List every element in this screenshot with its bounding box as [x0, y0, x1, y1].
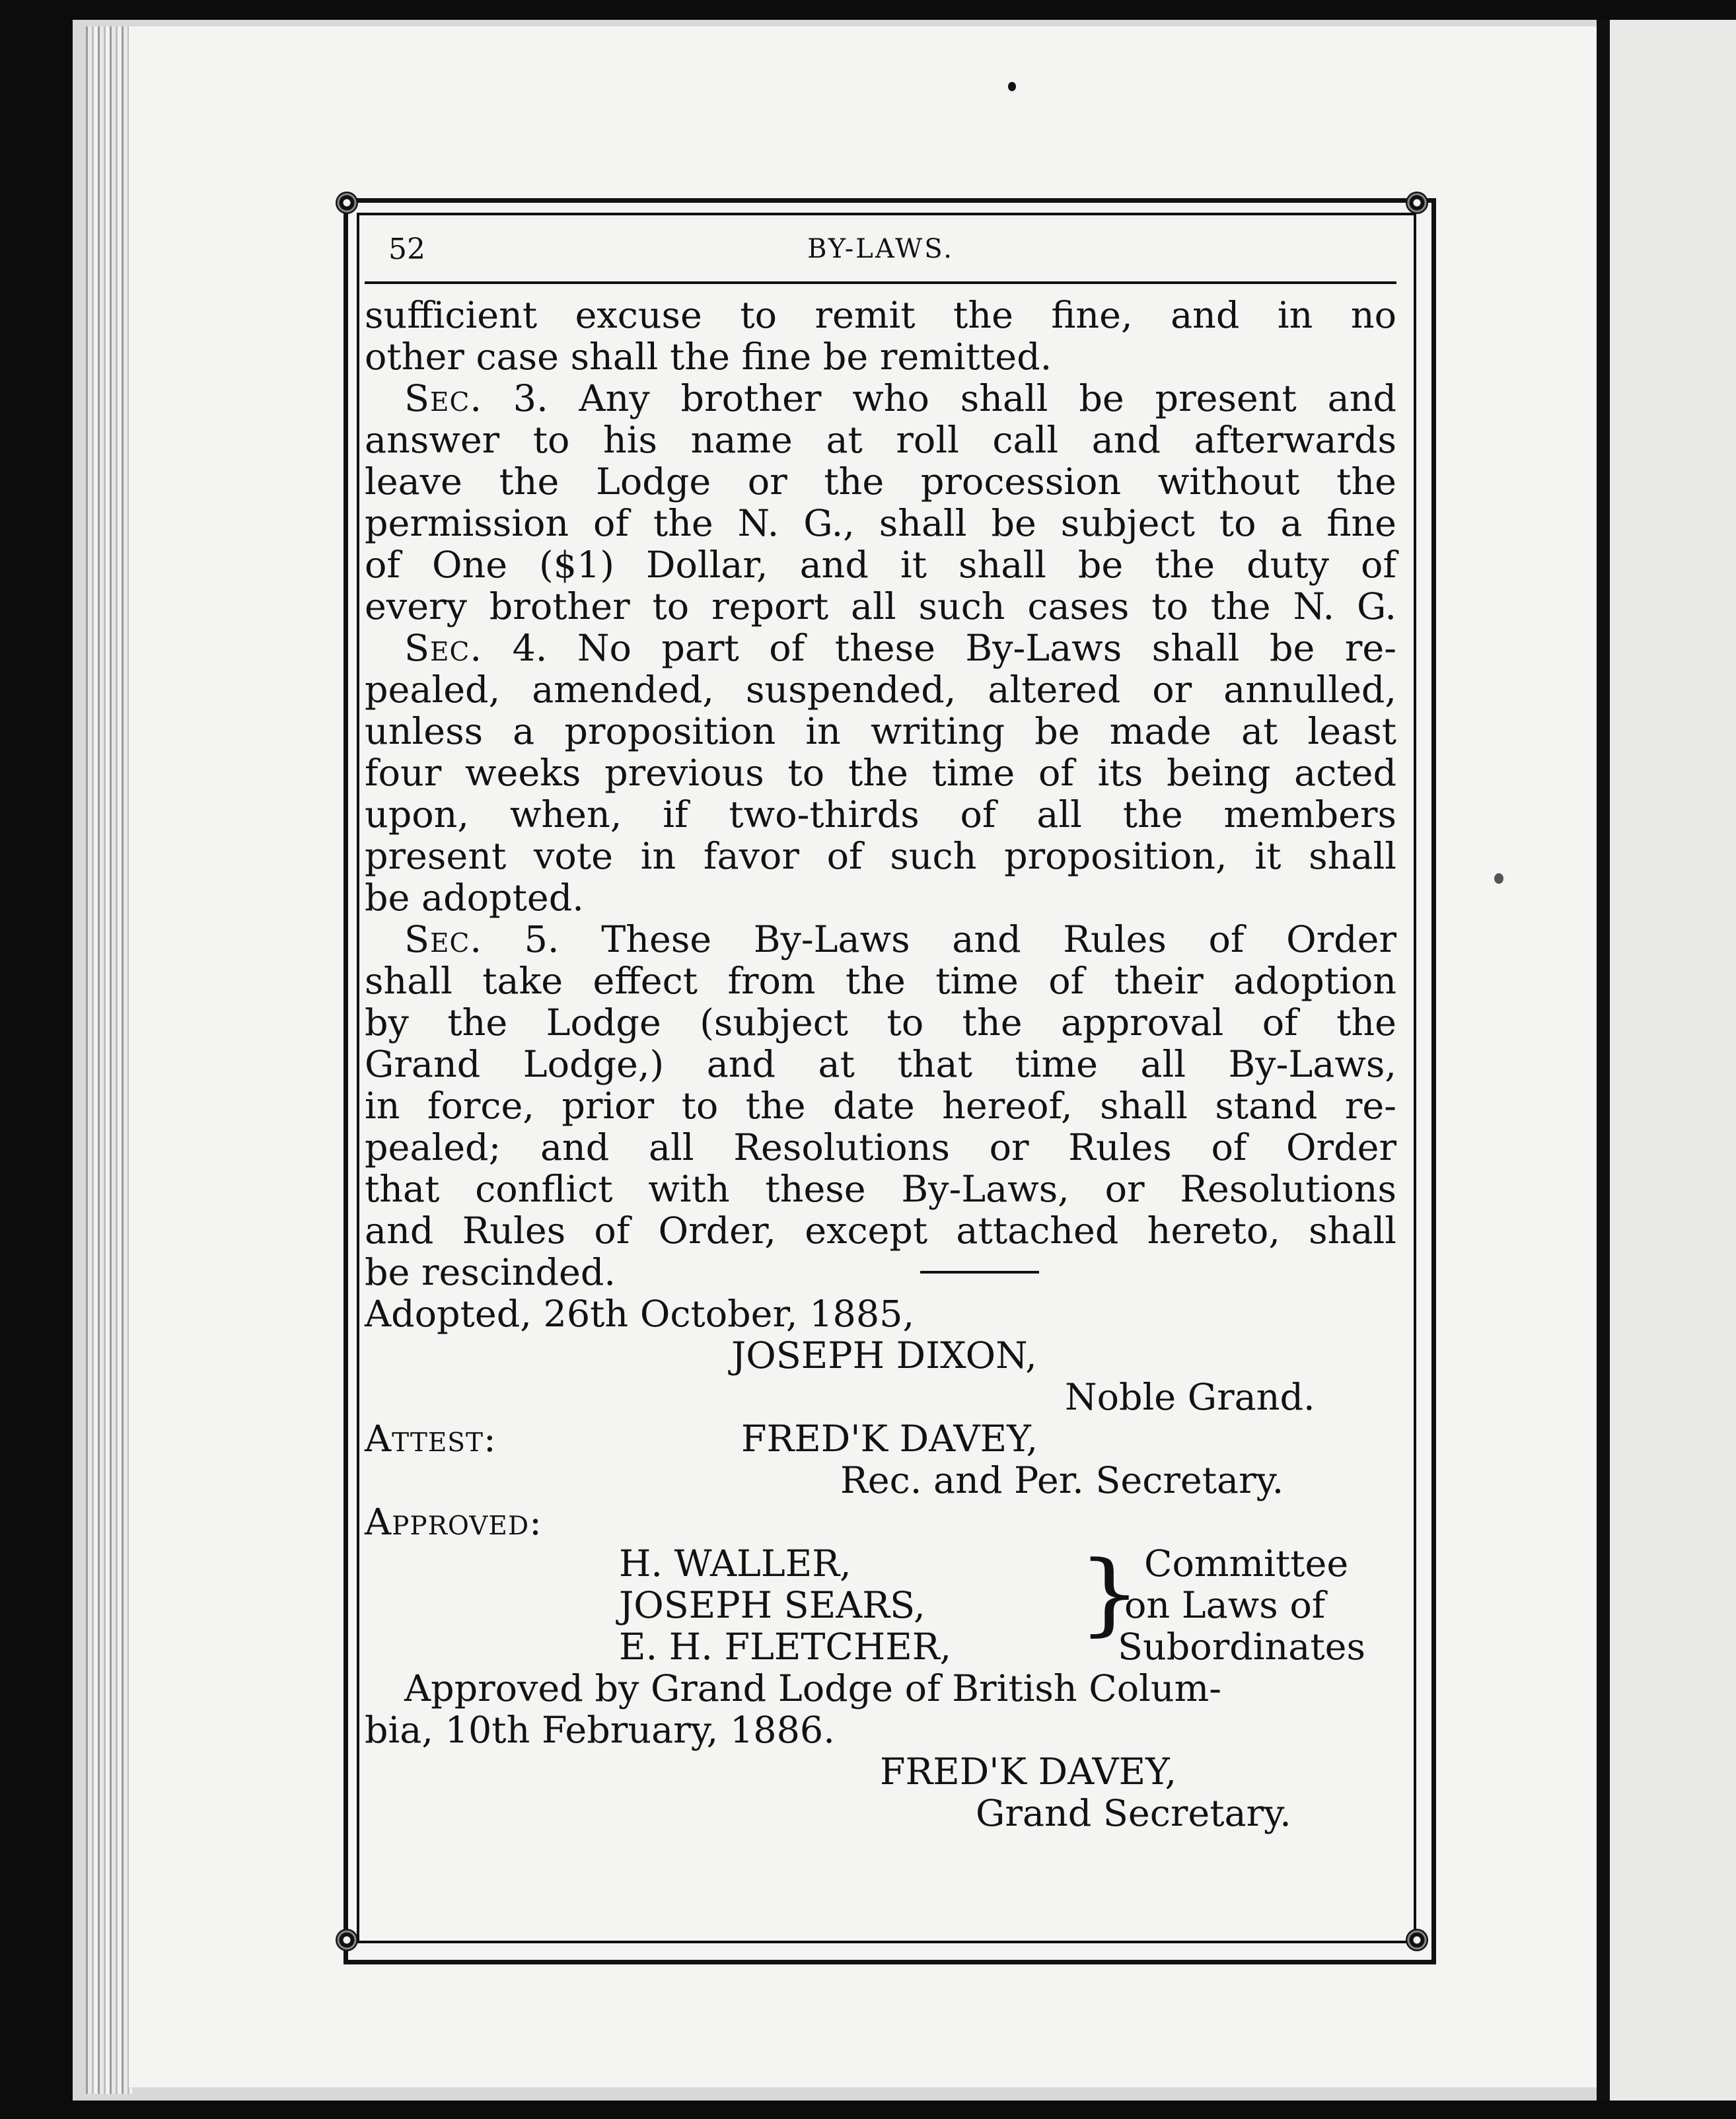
text-line: 4. No part of these By-Laws shall be re-	[482, 627, 1396, 670]
section-label: Sec.	[404, 377, 482, 420]
text-line: sufficient excuse to remit the fine, and in no	[365, 294, 1396, 337]
committee-title: Committee	[1144, 1542, 1349, 1585]
page-stack-edge	[86, 26, 132, 2094]
noble-grand-title: Noble Grand.	[1065, 1376, 1315, 1419]
text-line: present vote in favor of such proposition, it shall	[365, 835, 1396, 878]
adopted-date: Adopted, 26th October, 1885,	[365, 1293, 915, 1336]
corner-ornament-icon	[1406, 192, 1428, 214]
text-line: permission of the N. G., shall be subject to a fine	[365, 502, 1396, 545]
section-5-first-line	[365, 919, 1396, 960]
committee-member: E. H. FLETCHER,	[619, 1626, 952, 1669]
text-line: be adopted.	[365, 877, 584, 919]
committee-member: JOSEPH SEARS,	[619, 1584, 925, 1627]
text-line: be rescinded.	[365, 1251, 616, 1294]
page-number: 52	[388, 233, 425, 266]
ink-spot	[1494, 873, 1503, 884]
text-line: unless a proposition in writing be made at least	[365, 710, 1396, 753]
text-line: answer to his name at roll call and afterwards	[365, 419, 1396, 462]
committee-member: H. WALLER,	[619, 1542, 851, 1585]
running-title: BY-LAWS.	[807, 234, 954, 264]
grand-lodge-approval: Approved by Grand Lodge of British Colum-	[404, 1667, 1221, 1710]
curly-brace-icon: }	[1078, 1542, 1141, 1646]
text-line: shall take effect from the time of their adoption	[365, 960, 1396, 1003]
approved-label: Approved:	[365, 1501, 542, 1544]
grand-secretary-title: Grand Secretary.	[976, 1792, 1291, 1835]
text-line: 3. Any brother who shall be present and	[482, 377, 1396, 420]
section-3-first-line	[365, 378, 1396, 419]
text-line: in force, prior to the date hereof, shall stand re-	[365, 1085, 1396, 1128]
text-line: pealed; and all Resolutions or Rules of Order	[365, 1126, 1396, 1169]
section-label: Sec.	[404, 627, 482, 670]
section-label: Sec.	[404, 918, 482, 961]
signature-block	[365, 1293, 1396, 1875]
corner-ornament-icon	[1406, 1929, 1428, 1951]
text-line: pealed, amended, suspended, altered or annulled,	[365, 668, 1396, 711]
text-line: Grand Lodge,) and at that time all By-Laws,	[365, 1043, 1396, 1086]
text-line: every brother to report all such cases to the N. G.	[365, 585, 1396, 628]
section-divider	[920, 1271, 1039, 1274]
text-line: of One ($1) Dollar, and it shall be the duty of	[365, 544, 1396, 587]
text-line: four weeks previous to the time of its being acted	[365, 752, 1396, 795]
facing-page-edge	[1610, 20, 1736, 2101]
text-line: that conflict with these By-Laws, or Resolutions	[365, 1168, 1396, 1211]
grand-lodge-approval: bia, 10th February, 1886.	[365, 1709, 835, 1752]
corner-ornament-icon	[336, 192, 358, 214]
text-line: leave the Lodge or the procession without the	[365, 460, 1396, 503]
ink-spot	[1008, 82, 1016, 91]
committee-title: on Laws of	[1124, 1584, 1326, 1627]
text-line: and Rules of Order, except attached hereto, shall	[365, 1209, 1396, 1252]
grand-secretary-name: FRED'K DAVEY,	[880, 1750, 1177, 1793]
secretary-name: FRED'K DAVEY,	[741, 1418, 1038, 1460]
corner-ornament-icon	[336, 1929, 358, 1951]
section-4-first-line	[365, 628, 1396, 669]
text-line: other case shall the fine be remitted.	[365, 336, 1052, 378]
book-spine	[1597, 20, 1610, 2101]
page-content	[365, 218, 1396, 1875]
text-line: by the Lodge (subject to the approval of the	[365, 1001, 1396, 1044]
attest-label: Attest:	[365, 1418, 497, 1460]
secretary-title: Rec. and Per. Secretary.	[840, 1459, 1284, 1502]
text-line: upon, when, if two-thirds of all the members	[365, 793, 1396, 836]
by-laws-text	[365, 295, 1396, 1293]
committee-title: Subordinates	[1118, 1626, 1365, 1669]
noble-grand-name: JOSEPH DIXON,	[731, 1334, 1037, 1377]
page-header	[365, 218, 1396, 284]
text-line: 5. These By-Laws and Rules of Order	[482, 918, 1396, 961]
